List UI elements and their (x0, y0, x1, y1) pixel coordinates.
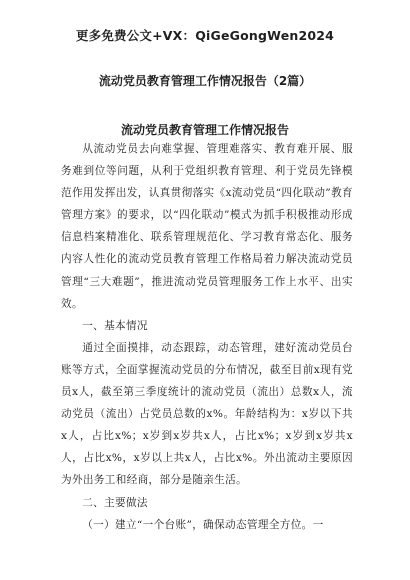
intro-paragraph: 从流动党员去向难掌握、管理难落实、教育难开展、服务难到位等问题，从利于党组织教育管理、利于党员先锋模范作用发挥出发，认真贯彻落实《x流动党员“四化联动”教育管理方案》的要求，以“四化联动”模式为抓手积极推动形成信息档案精准化、联系管理规范化、学习教育常态化、服务内容人性化的流动党员教育管理工作格局着力解决流动党员管理“三大难题”，推进流动党员管理服务工作上水平、出实效。 (61, 143, 353, 310)
document-body (61, 138, 353, 536)
watermark-banner: 更多免费公文+VX：QiGeGongWen2024 (75, 28, 335, 43)
section-title: 流动党员教育管理工作情况报告 (120, 123, 289, 137)
basic-situation-paragraph: 通过全面摸排，动态跟踪，动态管理，建好流动党员台账等方式，全面掌握流动党员的分布情况，截至目前x现有党员x人，截至第三季度统计的流动党员（流出）总数x人，流动党员（流出）占党员总数的x%。年龄结构为：x岁以下共x人，占比x%；x岁到x岁共x人，占比x%；x岁到x岁共x人，占比x%，x岁以上共x人，占比x%。外出流动主要原因为外出务工和经商，部分是随亲生活。 (61, 341, 353, 487)
heading-basic-situation: 一、基本情况 (82, 319, 148, 332)
main-practices-paragraph: （一）建立“一个台账”，确保动态管理全方位。一 (82, 518, 324, 531)
heading-main-practices: 二、主要做法 (82, 496, 148, 509)
document-title: 流动党员教育管理工作情况报告（2篇） (98, 74, 312, 88)
